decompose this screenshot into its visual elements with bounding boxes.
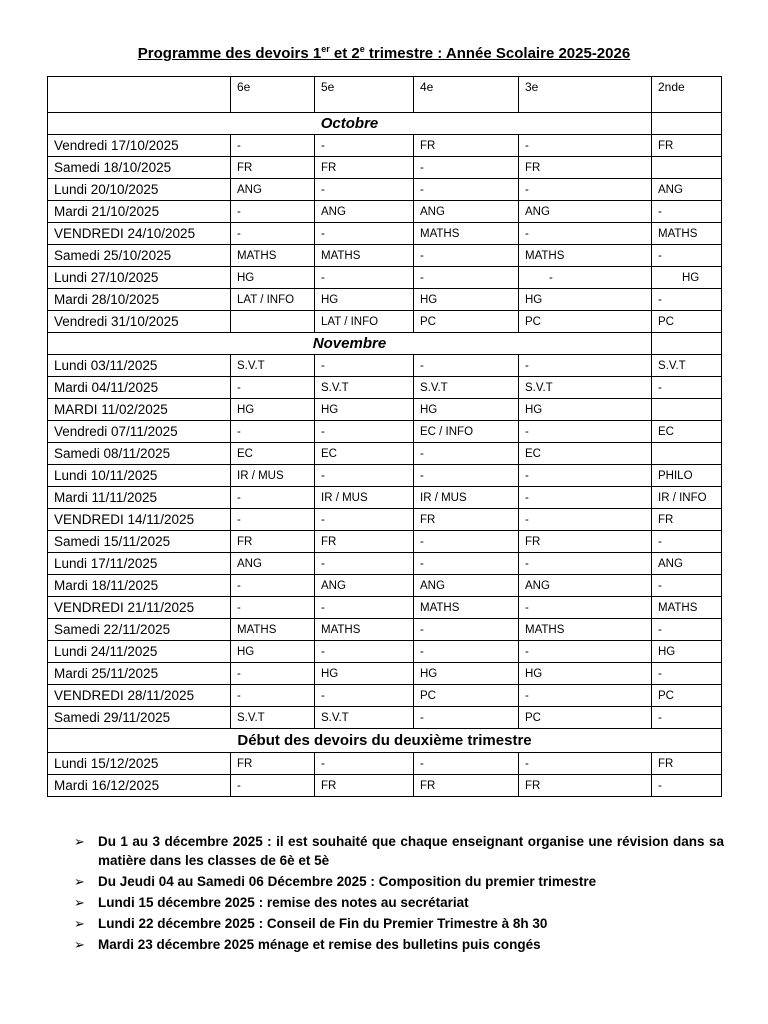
subject-cell: HG	[231, 641, 315, 663]
subject-cell: -	[231, 135, 315, 157]
month-row	[48, 113, 722, 135]
subject-cell: -	[414, 531, 519, 553]
subject-cell: -	[315, 509, 414, 531]
subject-cell: ANG	[519, 575, 652, 597]
arrow-bullet-icon: ➢	[74, 834, 85, 849]
subject-cell: FR	[519, 157, 652, 179]
subject-cell: -	[315, 641, 414, 663]
title-superscript: er	[321, 44, 330, 54]
subject-cell: -	[414, 179, 519, 201]
subject-cell: ANG	[315, 201, 414, 223]
month-label: Octobre	[48, 113, 652, 135]
subject-cell: IR / MUS	[315, 487, 414, 509]
date-cell: Mardi 25/11/2025	[48, 663, 231, 685]
subject-cell: EC	[519, 443, 652, 465]
subject-cell: FR	[414, 509, 519, 531]
subject-cell: -	[315, 179, 414, 201]
title-superscript: e	[359, 44, 365, 54]
subject-cell: -	[519, 135, 652, 157]
note-item	[74, 935, 724, 954]
subject-cell: -	[652, 775, 722, 797]
subject-cell: -	[315, 553, 414, 575]
date-cell: Vendredi 31/10/2025	[48, 311, 231, 333]
table-row	[48, 245, 722, 267]
arrow-bullet-icon: ➢	[74, 937, 85, 952]
arrow-bullet-icon: ➢	[74, 895, 85, 910]
subject-cell: -	[315, 135, 414, 157]
date-cell: Samedi 18/10/2025	[48, 157, 231, 179]
subject-cell: FR	[315, 157, 414, 179]
subject-cell: -	[315, 685, 414, 707]
subject-cell: -	[231, 377, 315, 399]
note-text: Du Jeudi 04 au Samedi 06 Décembre 2025 : Composition du premier trimestre	[98, 874, 597, 889]
subject-cell: -	[414, 267, 519, 289]
column-header: 5e	[315, 77, 414, 113]
note-item	[74, 832, 724, 870]
subject-cell: HG	[315, 399, 414, 421]
date-cell: Samedi 08/11/2025	[48, 443, 231, 465]
subject-cell: -	[414, 443, 519, 465]
subject-cell: -	[315, 597, 414, 619]
subject-cell: -	[519, 553, 652, 575]
subject-cell: S.V.T	[315, 707, 414, 729]
subject-cell: -	[652, 201, 722, 223]
subject-cell: LAT / INFO	[231, 289, 315, 311]
subject-cell: FR	[315, 775, 414, 797]
subject-cell: ANG	[652, 553, 722, 575]
subject-cell: MATHS	[414, 597, 519, 619]
table-row	[48, 157, 722, 179]
date-cell: Vendredi 07/11/2025	[48, 421, 231, 443]
date-cell: Lundi 15/12/2025	[48, 753, 231, 775]
table-row	[48, 421, 722, 443]
subject-cell: ANG	[231, 553, 315, 575]
subject-cell: HG	[414, 399, 519, 421]
subject-cell: HG	[231, 399, 315, 421]
date-cell: VENDREDI 28/11/2025	[48, 685, 231, 707]
subject-cell: PC	[652, 311, 722, 333]
subject-cell: -	[519, 421, 652, 443]
subject-cell: -	[652, 377, 722, 399]
subject-cell: -	[315, 355, 414, 377]
note-text: Lundi 15 décembre 2025 : remise des notes au secrétariat	[98, 895, 469, 910]
subject-cell: MATHS	[315, 619, 414, 641]
subject-cell: -	[519, 685, 652, 707]
date-cell: VENDREDI 21/11/2025	[48, 597, 231, 619]
subject-cell: HG	[315, 663, 414, 685]
empty-cell	[652, 113, 722, 135]
table-row	[48, 377, 722, 399]
subject-cell: ANG	[414, 575, 519, 597]
note-item	[74, 893, 724, 912]
subject-cell: -	[315, 421, 414, 443]
month-row	[48, 333, 722, 355]
column-header: 6e	[231, 77, 315, 113]
table-row	[48, 399, 722, 421]
notes-list	[74, 832, 724, 956]
subject-cell: -	[652, 289, 722, 311]
subject-cell: HG	[414, 289, 519, 311]
note-item	[74, 914, 724, 933]
subject-cell: -	[519, 223, 652, 245]
subject-cell: S.V.T	[414, 377, 519, 399]
subject-cell: FR	[414, 775, 519, 797]
table-row	[48, 509, 722, 531]
subject-cell: -	[231, 685, 315, 707]
date-cell: Mardi 18/11/2025	[48, 575, 231, 597]
subject-cell: IR / MUS	[414, 487, 519, 509]
subject-cell: -	[315, 267, 414, 289]
subject-cell: HG	[414, 663, 519, 685]
subject-cell: S.V.T	[315, 377, 414, 399]
subject-cell: HG	[519, 399, 652, 421]
subject-cell: FR	[652, 753, 722, 775]
subject-cell: EC	[315, 443, 414, 465]
subject-cell: -	[231, 575, 315, 597]
subject-cell: -	[519, 465, 652, 487]
date-cell: Mardi 04/11/2025	[48, 377, 231, 399]
table-row	[48, 443, 722, 465]
subject-cell: PC	[414, 685, 519, 707]
date-cell: Lundi 24/11/2025	[48, 641, 231, 663]
date-cell: MARDI 11/02/2025	[48, 399, 231, 421]
subject-cell: -	[315, 223, 414, 245]
table-row	[48, 201, 722, 223]
subject-cell: MATHS	[519, 245, 652, 267]
subject-cell: -	[231, 201, 315, 223]
subject-cell: S.V.T	[231, 707, 315, 729]
subject-cell: HG	[231, 267, 315, 289]
table-row	[48, 179, 722, 201]
date-cell: Lundi 27/10/2025	[48, 267, 231, 289]
subject-cell: -	[231, 223, 315, 245]
table-row	[48, 619, 722, 641]
subject-cell: EC	[652, 421, 722, 443]
subject-cell: -	[414, 245, 519, 267]
subject-cell: MATHS	[231, 619, 315, 641]
subject-cell: -	[414, 465, 519, 487]
table-row	[48, 289, 722, 311]
subject-cell: -	[414, 619, 519, 641]
subject-cell: PC	[414, 311, 519, 333]
section-label: Début des devoirs du deuxième trimestre	[48, 729, 722, 753]
date-cell: Mardi 16/12/2025	[48, 775, 231, 797]
table-row	[48, 311, 722, 333]
subject-cell: -	[231, 775, 315, 797]
subject-cell: -	[231, 509, 315, 531]
table-row	[48, 223, 722, 245]
subject-cell: LAT / INFO	[315, 311, 414, 333]
subject-cell: -	[231, 421, 315, 443]
subject-cell: FR	[231, 531, 315, 553]
date-cell: Samedi 29/11/2025	[48, 707, 231, 729]
subject-cell: ANG	[652, 179, 722, 201]
column-header	[48, 77, 231, 113]
subject-cell: PC	[519, 707, 652, 729]
subject-cell: HG	[652, 267, 722, 289]
subject-cell: FR	[519, 531, 652, 553]
date-cell: Mardi 11/11/2025	[48, 487, 231, 509]
subject-cell	[652, 399, 722, 421]
table-row	[48, 531, 722, 553]
subject-cell: -	[519, 487, 652, 509]
subject-cell: EC / INFO	[414, 421, 519, 443]
subject-cell: MATHS	[414, 223, 519, 245]
subject-cell: MATHS	[315, 245, 414, 267]
arrow-bullet-icon: ➢	[74, 916, 85, 931]
date-cell: Mardi 21/10/2025	[48, 201, 231, 223]
date-cell: Lundi 03/11/2025	[48, 355, 231, 377]
subject-cell: S.V.T	[519, 377, 652, 399]
date-cell: Lundi 10/11/2025	[48, 465, 231, 487]
subject-cell	[652, 443, 722, 465]
subject-cell: -	[652, 663, 722, 685]
subject-cell: HG	[315, 289, 414, 311]
table-row	[48, 465, 722, 487]
table-row	[48, 267, 722, 289]
subject-cell: MATHS	[231, 245, 315, 267]
subject-cell: S.V.T	[652, 355, 722, 377]
subject-cell: -	[231, 487, 315, 509]
section-row	[48, 729, 722, 753]
subject-cell: -	[519, 267, 652, 289]
table-row	[48, 135, 722, 157]
subject-cell: MATHS	[652, 223, 722, 245]
subject-cell: ANG	[315, 575, 414, 597]
subject-cell: -	[414, 157, 519, 179]
subject-cell: FR	[414, 135, 519, 157]
date-cell: Vendredi 17/10/2025	[48, 135, 231, 157]
subject-cell: -	[414, 707, 519, 729]
note-text: Mardi 23 décembre 2025 ménage et remise des bulletins puis congés	[98, 937, 541, 952]
subject-cell: IR / INFO	[652, 487, 722, 509]
subject-cell: MATHS	[652, 597, 722, 619]
table-row	[48, 575, 722, 597]
subject-cell: HG	[519, 289, 652, 311]
table-row	[48, 685, 722, 707]
subject-cell: -	[652, 619, 722, 641]
subject-cell: HG	[652, 641, 722, 663]
subject-cell	[652, 157, 722, 179]
date-cell: Samedi 22/11/2025	[48, 619, 231, 641]
subject-cell: EC	[231, 443, 315, 465]
column-header: 3e	[519, 77, 652, 113]
title-part: et 2	[329, 45, 360, 62]
subject-cell: -	[414, 641, 519, 663]
column-header: 4e	[414, 77, 519, 113]
date-cell: VENDREDI 14/11/2025	[48, 509, 231, 531]
note-text: Du 1 au 3 décembre 2025 : il est souhaité que chaque enseignant organise une révision dans sa matière dans les classes de 6è et 5è	[98, 834, 724, 868]
subject-cell: FR	[231, 753, 315, 775]
title-part: trimestre : Année Scolaire 2025-2026	[364, 45, 631, 62]
subject-cell: -	[519, 753, 652, 775]
subject-cell: -	[652, 245, 722, 267]
table-row	[48, 753, 722, 775]
subject-cell: S.V.T	[231, 355, 315, 377]
subject-cell: -	[519, 355, 652, 377]
table-row	[48, 355, 722, 377]
subject-cell: FR	[315, 531, 414, 553]
subject-cell: -	[231, 597, 315, 619]
header-row	[48, 77, 722, 113]
subject-cell: -	[519, 509, 652, 531]
subject-cell: FR	[519, 775, 652, 797]
subject-cell: -	[414, 355, 519, 377]
subject-cell: FR	[652, 509, 722, 531]
date-cell: Samedi 25/10/2025	[48, 245, 231, 267]
subject-cell: PC	[519, 311, 652, 333]
subject-cell: PHILO	[652, 465, 722, 487]
subject-cell: -	[519, 597, 652, 619]
date-cell: VENDREDI 24/10/2025	[48, 223, 231, 245]
subject-cell: FR	[231, 157, 315, 179]
subject-cell: ANG	[231, 179, 315, 201]
subject-cell: -	[652, 707, 722, 729]
note-item	[74, 872, 724, 891]
date-cell: Lundi 20/10/2025	[48, 179, 231, 201]
subject-cell: -	[315, 465, 414, 487]
subject-cell: -	[652, 531, 722, 553]
subject-cell: IR / MUS	[231, 465, 315, 487]
table-row	[48, 641, 722, 663]
empty-cell	[652, 333, 722, 355]
subject-cell: -	[652, 575, 722, 597]
page-title	[0, 44, 768, 62]
table-row	[48, 553, 722, 575]
schedule-table	[47, 76, 722, 797]
note-text: Lundi 22 décembre 2025 : Conseil de Fin du Premier Trimestre à 8h 30	[98, 916, 548, 931]
subject-cell: ANG	[519, 201, 652, 223]
subject-cell: -	[519, 179, 652, 201]
subject-cell: -	[414, 753, 519, 775]
subject-cell: -	[519, 641, 652, 663]
table-row	[48, 707, 722, 729]
subject-cell: MATHS	[519, 619, 652, 641]
subject-cell	[231, 311, 315, 333]
table-row	[48, 597, 722, 619]
month-label: Novembre	[48, 333, 652, 355]
subject-cell: HG	[519, 663, 652, 685]
subject-cell: FR	[652, 135, 722, 157]
table-row	[48, 487, 722, 509]
table-row	[48, 775, 722, 797]
date-cell: Samedi 15/11/2025	[48, 531, 231, 553]
date-cell: Lundi 17/11/2025	[48, 553, 231, 575]
title-part: Programme des devoirs 1	[137, 45, 322, 62]
table-row	[48, 663, 722, 685]
column-header: 2nde	[652, 77, 722, 113]
subject-cell: -	[414, 553, 519, 575]
arrow-bullet-icon: ➢	[74, 874, 85, 889]
subject-cell: PC	[652, 685, 722, 707]
date-cell: Mardi 28/10/2025	[48, 289, 231, 311]
subject-cell: -	[231, 663, 315, 685]
subject-cell: ANG	[414, 201, 519, 223]
subject-cell: -	[315, 753, 414, 775]
